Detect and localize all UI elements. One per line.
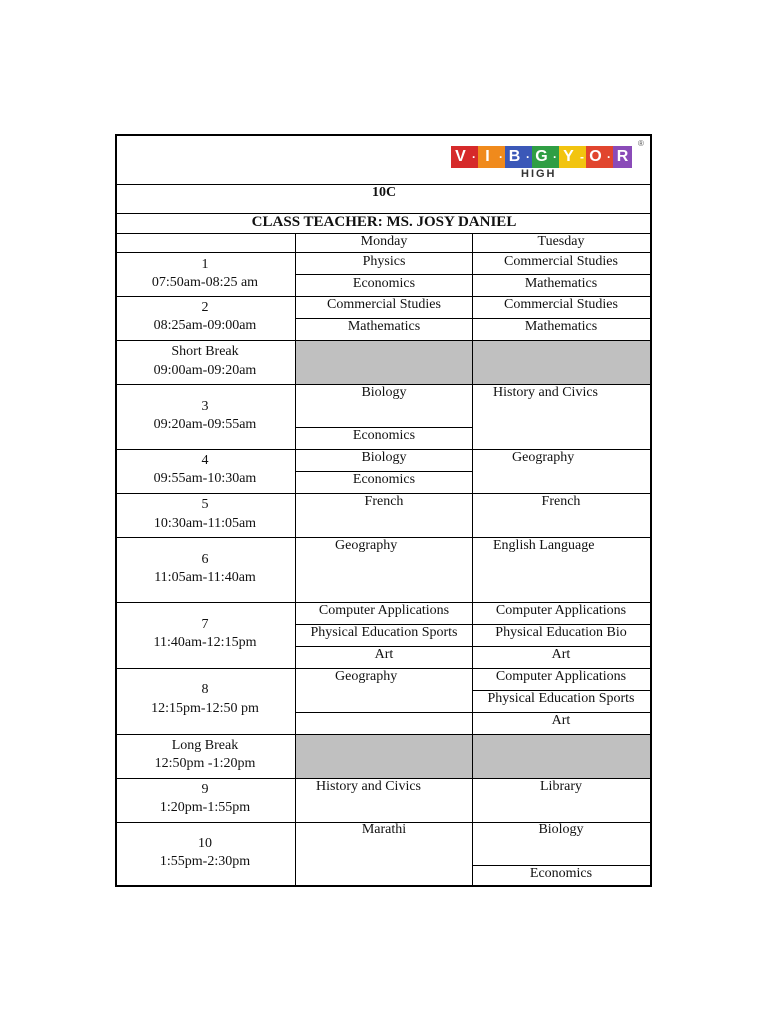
day-header-monday: Monday (360, 234, 408, 249)
logo-letter: B (505, 146, 524, 168)
logo-separator: - (578, 146, 586, 168)
period-number: 1 (201, 257, 209, 272)
subject-cell-tuesday: Computer Applications (495, 669, 627, 684)
subject-cell-monday: Physical Education Sports (310, 625, 458, 640)
subject-cell-tuesday: Economics (529, 866, 593, 881)
subject-cell-monday: Art (374, 647, 394, 662)
period-time: 1:55pm-2:30pm (159, 854, 251, 869)
logo-separator: · (551, 146, 559, 168)
logo-letter: G (532, 146, 551, 168)
subject-cell-monday: Biology (361, 450, 407, 465)
subject-cell-monday: Economics (352, 428, 416, 443)
subject-cell-tuesday: Physical Education Sports (487, 691, 635, 706)
period-time: 09:00am-09:20am (153, 363, 257, 378)
subject-cell-tuesday: Art (551, 647, 571, 662)
period-time: 08:25am-09:00am (153, 318, 257, 333)
subject-cell-monday: Geography (335, 669, 398, 684)
period-number: 2 (201, 300, 209, 315)
subject-cell-tuesday: Art (551, 713, 571, 728)
class-teacher: CLASS TEACHER: MS. JOSY DANIEL (251, 214, 517, 230)
subject-cell-monday: Geography (335, 538, 398, 553)
subject-cell-monday: Mathematics (347, 319, 421, 334)
period-number: 9 (201, 782, 209, 797)
vibgyor-logo (451, 139, 644, 184)
break-cell-shaded (473, 735, 650, 778)
table-rule (295, 646, 652, 647)
subject-cell-monday: History and Civics (316, 779, 421, 794)
period-time: 09:20am-09:55am (153, 417, 257, 432)
subject-cell-monday: Physics (362, 254, 406, 269)
break-label: Short Break (171, 344, 239, 359)
subject-cell-tuesday: English Language (493, 538, 595, 553)
period-time: 12:50pm -1:20pm (154, 756, 256, 771)
subject-cell-tuesday: Commercial Studies (504, 297, 618, 312)
table-rule (115, 734, 652, 735)
subject-cell-tuesday: Computer Applications (495, 603, 627, 618)
subject-cell-tuesday: Biology (538, 822, 584, 837)
logo-letter: V (451, 146, 470, 168)
logo-subtitle: HIGH (521, 168, 557, 180)
day-header-tuesday: Tuesday (537, 234, 585, 249)
subject-cell-monday: Economics (352, 472, 416, 487)
period-number: 3 (201, 399, 209, 414)
period-time: 11:05am-11:40am (154, 570, 256, 585)
period-time: 07:50am-08:25 am (151, 275, 259, 290)
table-rule (115, 340, 652, 341)
logo-separator: · (497, 146, 505, 168)
period-number: 7 (201, 617, 209, 632)
logo-separator: · (605, 146, 613, 168)
logo-separator: · (524, 146, 532, 168)
table-column-rule (295, 233, 296, 887)
break-label: Long Break (171, 738, 239, 753)
registered-mark: ® (638, 139, 644, 148)
period-time: 11:40am-12:15pm (153, 635, 257, 650)
subject-cell-monday: French (364, 494, 404, 509)
subject-cell-monday: Computer Applications (318, 603, 450, 618)
subject-cell-tuesday: Commercial Studies (504, 254, 618, 269)
subject-cell-tuesday: Mathematics (524, 276, 598, 291)
logo-separator: · (470, 146, 478, 168)
subject-cell-tuesday: French (541, 494, 581, 509)
subject-cell-monday: Commercial Studies (327, 297, 441, 312)
table-rule (295, 274, 652, 275)
subject-cell-tuesday: Geography (512, 450, 575, 465)
break-cell-shaded (296, 341, 472, 384)
period-time: 1:20pm-1:55pm (159, 800, 251, 815)
subject-cell-tuesday: History and Civics (493, 385, 598, 400)
subject-cell-tuesday: Mathematics (524, 319, 598, 334)
subject-cell-tuesday: Physical Education Bio (495, 625, 627, 640)
period-number: 5 (201, 497, 209, 512)
logo-letter: I (478, 146, 497, 168)
subject-cell-monday: Biology (361, 385, 407, 400)
period-number: 6 (201, 552, 209, 567)
period-number: 4 (201, 453, 209, 468)
table-column-rule (472, 233, 473, 887)
period-time: 10:30am-11:05am (153, 516, 257, 531)
table-rule (295, 712, 652, 713)
break-cell-shaded (296, 735, 472, 778)
period-time: 09:55am-10:30am (153, 471, 257, 486)
table-rule (115, 252, 652, 253)
period-time: 12:15pm-12:50 pm (151, 701, 259, 716)
period-number: 8 (201, 682, 209, 697)
subject-cell-monday: Economics (352, 276, 416, 291)
subject-cell-tuesday: Library (540, 779, 582, 794)
logo-letter: R (613, 146, 632, 168)
subject-cell-monday: Marathi (361, 822, 407, 837)
logo-letter: O (586, 146, 605, 168)
class-name: 10C (371, 185, 397, 200)
logo-letters (451, 146, 632, 168)
break-cell-shaded (473, 341, 650, 384)
period-number: 10 (198, 836, 212, 851)
logo-letter: Y (559, 146, 578, 168)
